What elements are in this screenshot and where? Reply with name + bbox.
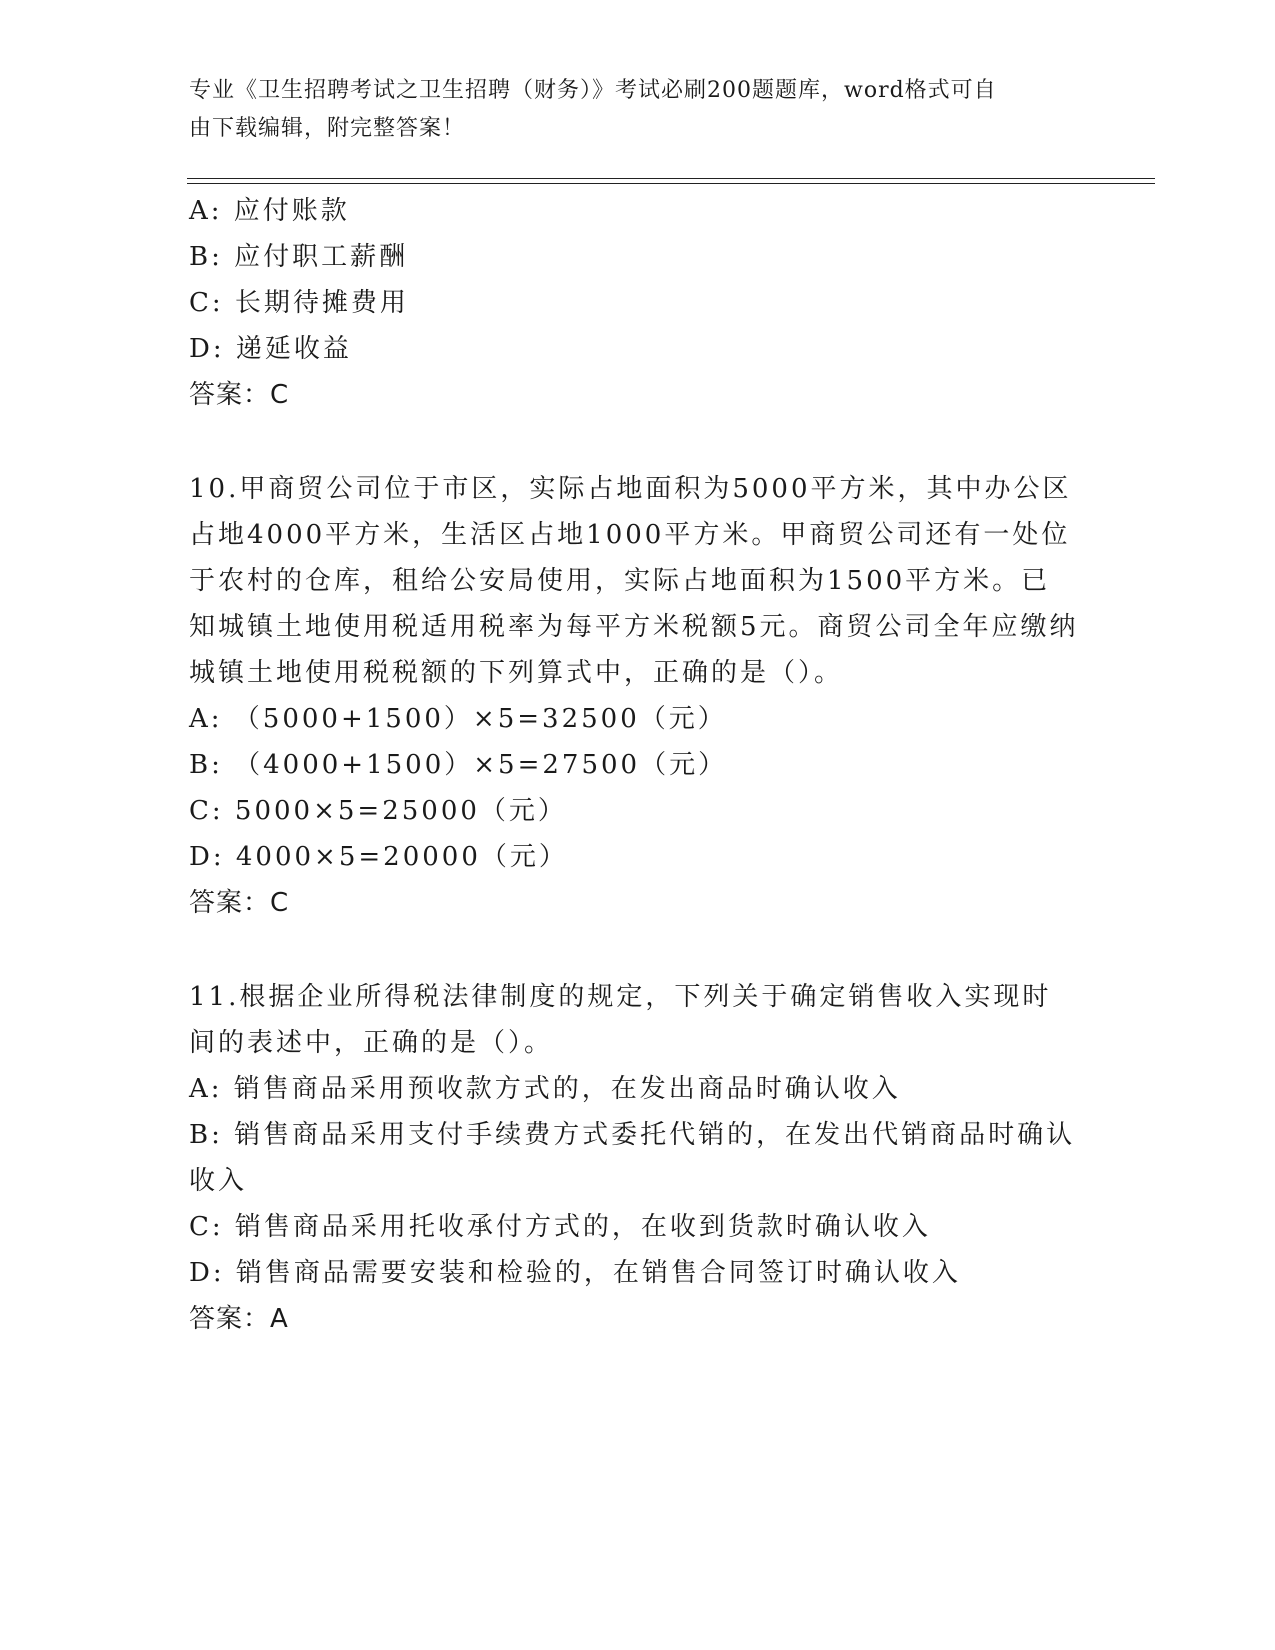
option-b: B: 销售商品采用支付手续费方式委托代销的，在发出代销商品时确认收入 <box>189 1120 1076 1196</box>
question-text: 10.甲商贸公司位于市区，实际占地面积为5000平方米，其中办公区占地4000平方米，生活区占地1000平方米。甲商贸公司还有一处位于农村的仓库，租给公安局使用，实际占地面积为1500平方米。已知城镇土地使用税适用税率为每平方米税额5元。商贸公司全年应缴纳城镇土地使用税税额的下列算式中，正确的是（）。 <box>189 474 1079 688</box>
option-d: D: 4000×5=20000（元） <box>189 842 568 872</box>
option-c: C: 销售商品采用托收承付方式的，在收到货款时确认收入 <box>189 1212 931 1242</box>
option-b: B: （4000+1500）×5=27500（元） <box>189 750 728 780</box>
question-9 <box>189 188 1079 418</box>
document-header <box>189 72 1069 148</box>
option-a: A: 应付账款 <box>189 196 350 226</box>
answer: 答案：C <box>189 380 290 410</box>
document-body <box>189 188 1079 1342</box>
option-b: B: 应付职工薪酬 <box>189 242 409 272</box>
option-a: A: 销售商品采用预收款方式的，在发出商品时确认收入 <box>189 1074 901 1104</box>
question-11 <box>189 974 1079 1342</box>
question-10 <box>189 466 1079 926</box>
option-c: C: 5000×5=25000（元） <box>189 796 567 826</box>
answer: 答案：C <box>189 888 290 918</box>
option-a: A: （5000+1500）×5=32500（元） <box>189 704 727 734</box>
answer: 答案：A <box>189 1304 289 1334</box>
header-divider-bottom <box>187 183 1155 184</box>
question-text: 11.根据企业所得税法律制度的规定，下列关于确定销售收入实现时间的表述中，正确的是（）。 <box>189 982 1052 1058</box>
option-d: D: 递延收益 <box>189 334 352 364</box>
header-line-1: 专业《卫生招聘考试之卫生招聘（财务）》考试必刷200题题库，word格式可自 <box>189 78 997 103</box>
option-d: D: 销售商品需要安装和检验的，在销售合同签订时确认收入 <box>189 1258 961 1288</box>
header-divider-top <box>187 178 1155 179</box>
option-c: C: 长期待摊费用 <box>189 288 409 318</box>
header-line-2: 由下载编辑，附完整答案！ <box>189 116 466 141</box>
